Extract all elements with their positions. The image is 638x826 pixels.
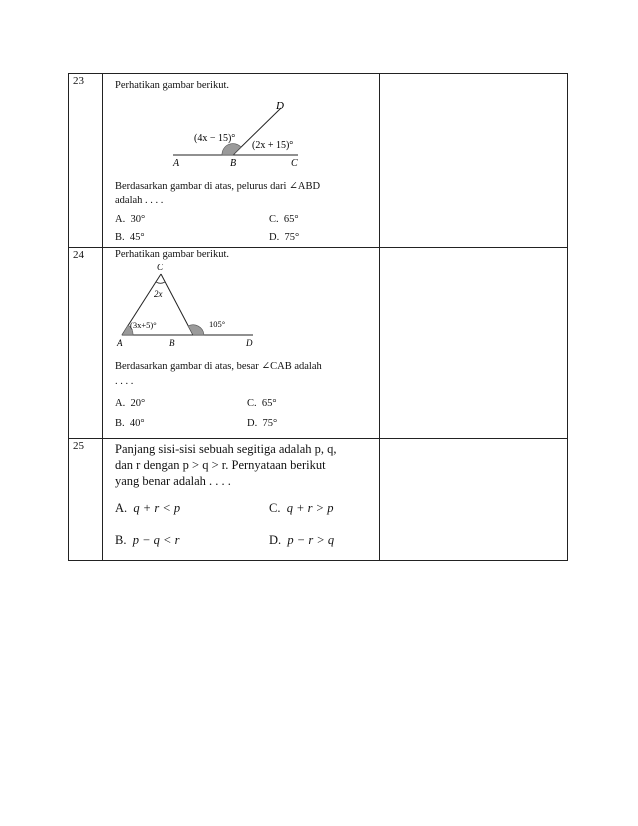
point-label-c: C	[157, 264, 164, 272]
point-label-c: C	[291, 158, 298, 169]
point-label-b: B	[230, 158, 237, 169]
question-prompt: Perhatikan gambar berikut.	[115, 80, 230, 91]
question-text: Berdasarkan gambar di atas, besar ∠CAB adalah	[115, 361, 322, 372]
option-b[interactable]: B. 45°	[115, 232, 145, 243]
question-text: Berdasarkan gambar di atas, pelurus dari ∠ABD	[115, 181, 321, 192]
option-b[interactable]: B. 40°	[115, 418, 145, 429]
question-number: 25	[69, 439, 103, 561]
angle-label-dbc: (2x + 15)°	[252, 140, 294, 151]
answer-cell	[380, 248, 568, 439]
angle-label-exterior: 105°	[209, 319, 226, 329]
question-row-25	[69, 439, 568, 561]
answer-cell	[380, 74, 568, 248]
question-text: . . . .	[115, 376, 134, 387]
question-content-24	[103, 248, 380, 439]
question-text: adalah . . . .	[115, 195, 164, 206]
question-text: yang benar adalah . . . .	[115, 474, 231, 488]
angle-label-abd: (4x − 15)°	[194, 133, 236, 144]
question-prompt: Perhatikan gambar berikut.	[115, 249, 230, 260]
option-b[interactable]: B. p − q < r	[115, 533, 180, 547]
question-content-23	[103, 74, 380, 248]
option-c[interactable]: C. 65°	[269, 214, 299, 225]
angle-label-c: 2x	[154, 289, 163, 299]
option-a[interactable]: A. 30°	[115, 214, 146, 225]
option-a[interactable]: A. q + r < p	[115, 501, 181, 515]
question-row-24	[69, 248, 568, 439]
option-d[interactable]: D. 75°	[247, 418, 278, 429]
option-d[interactable]: D. p − r > q	[269, 533, 335, 547]
point-label-b: B	[169, 338, 175, 348]
answer-cell	[380, 439, 568, 561]
question-number: 24	[69, 248, 103, 439]
question-text: Panjang sisi-sisi sebuah segitiga adalah p, q,	[115, 442, 337, 456]
point-label-d: D	[276, 100, 284, 112]
angle-label-a: (3x+5)°	[130, 320, 157, 330]
question-text: dan r dengan p > q > r. Pernyataan berikut	[115, 458, 326, 472]
option-c[interactable]: C. 65°	[247, 398, 277, 409]
point-label-a: A	[117, 338, 123, 348]
point-label-a: A	[173, 158, 180, 169]
triangle-figure	[103, 264, 379, 364]
question-sheet	[68, 73, 568, 561]
option-d[interactable]: D. 75°	[269, 232, 300, 243]
point-label-d: D	[246, 338, 253, 348]
question-row-23	[69, 74, 568, 248]
question-table	[68, 73, 568, 561]
question-content-25	[103, 439, 380, 561]
option-c[interactable]: C. q + r > p	[269, 501, 334, 515]
question-number: 23	[69, 74, 103, 248]
option-a[interactable]: A. 20°	[115, 398, 146, 409]
